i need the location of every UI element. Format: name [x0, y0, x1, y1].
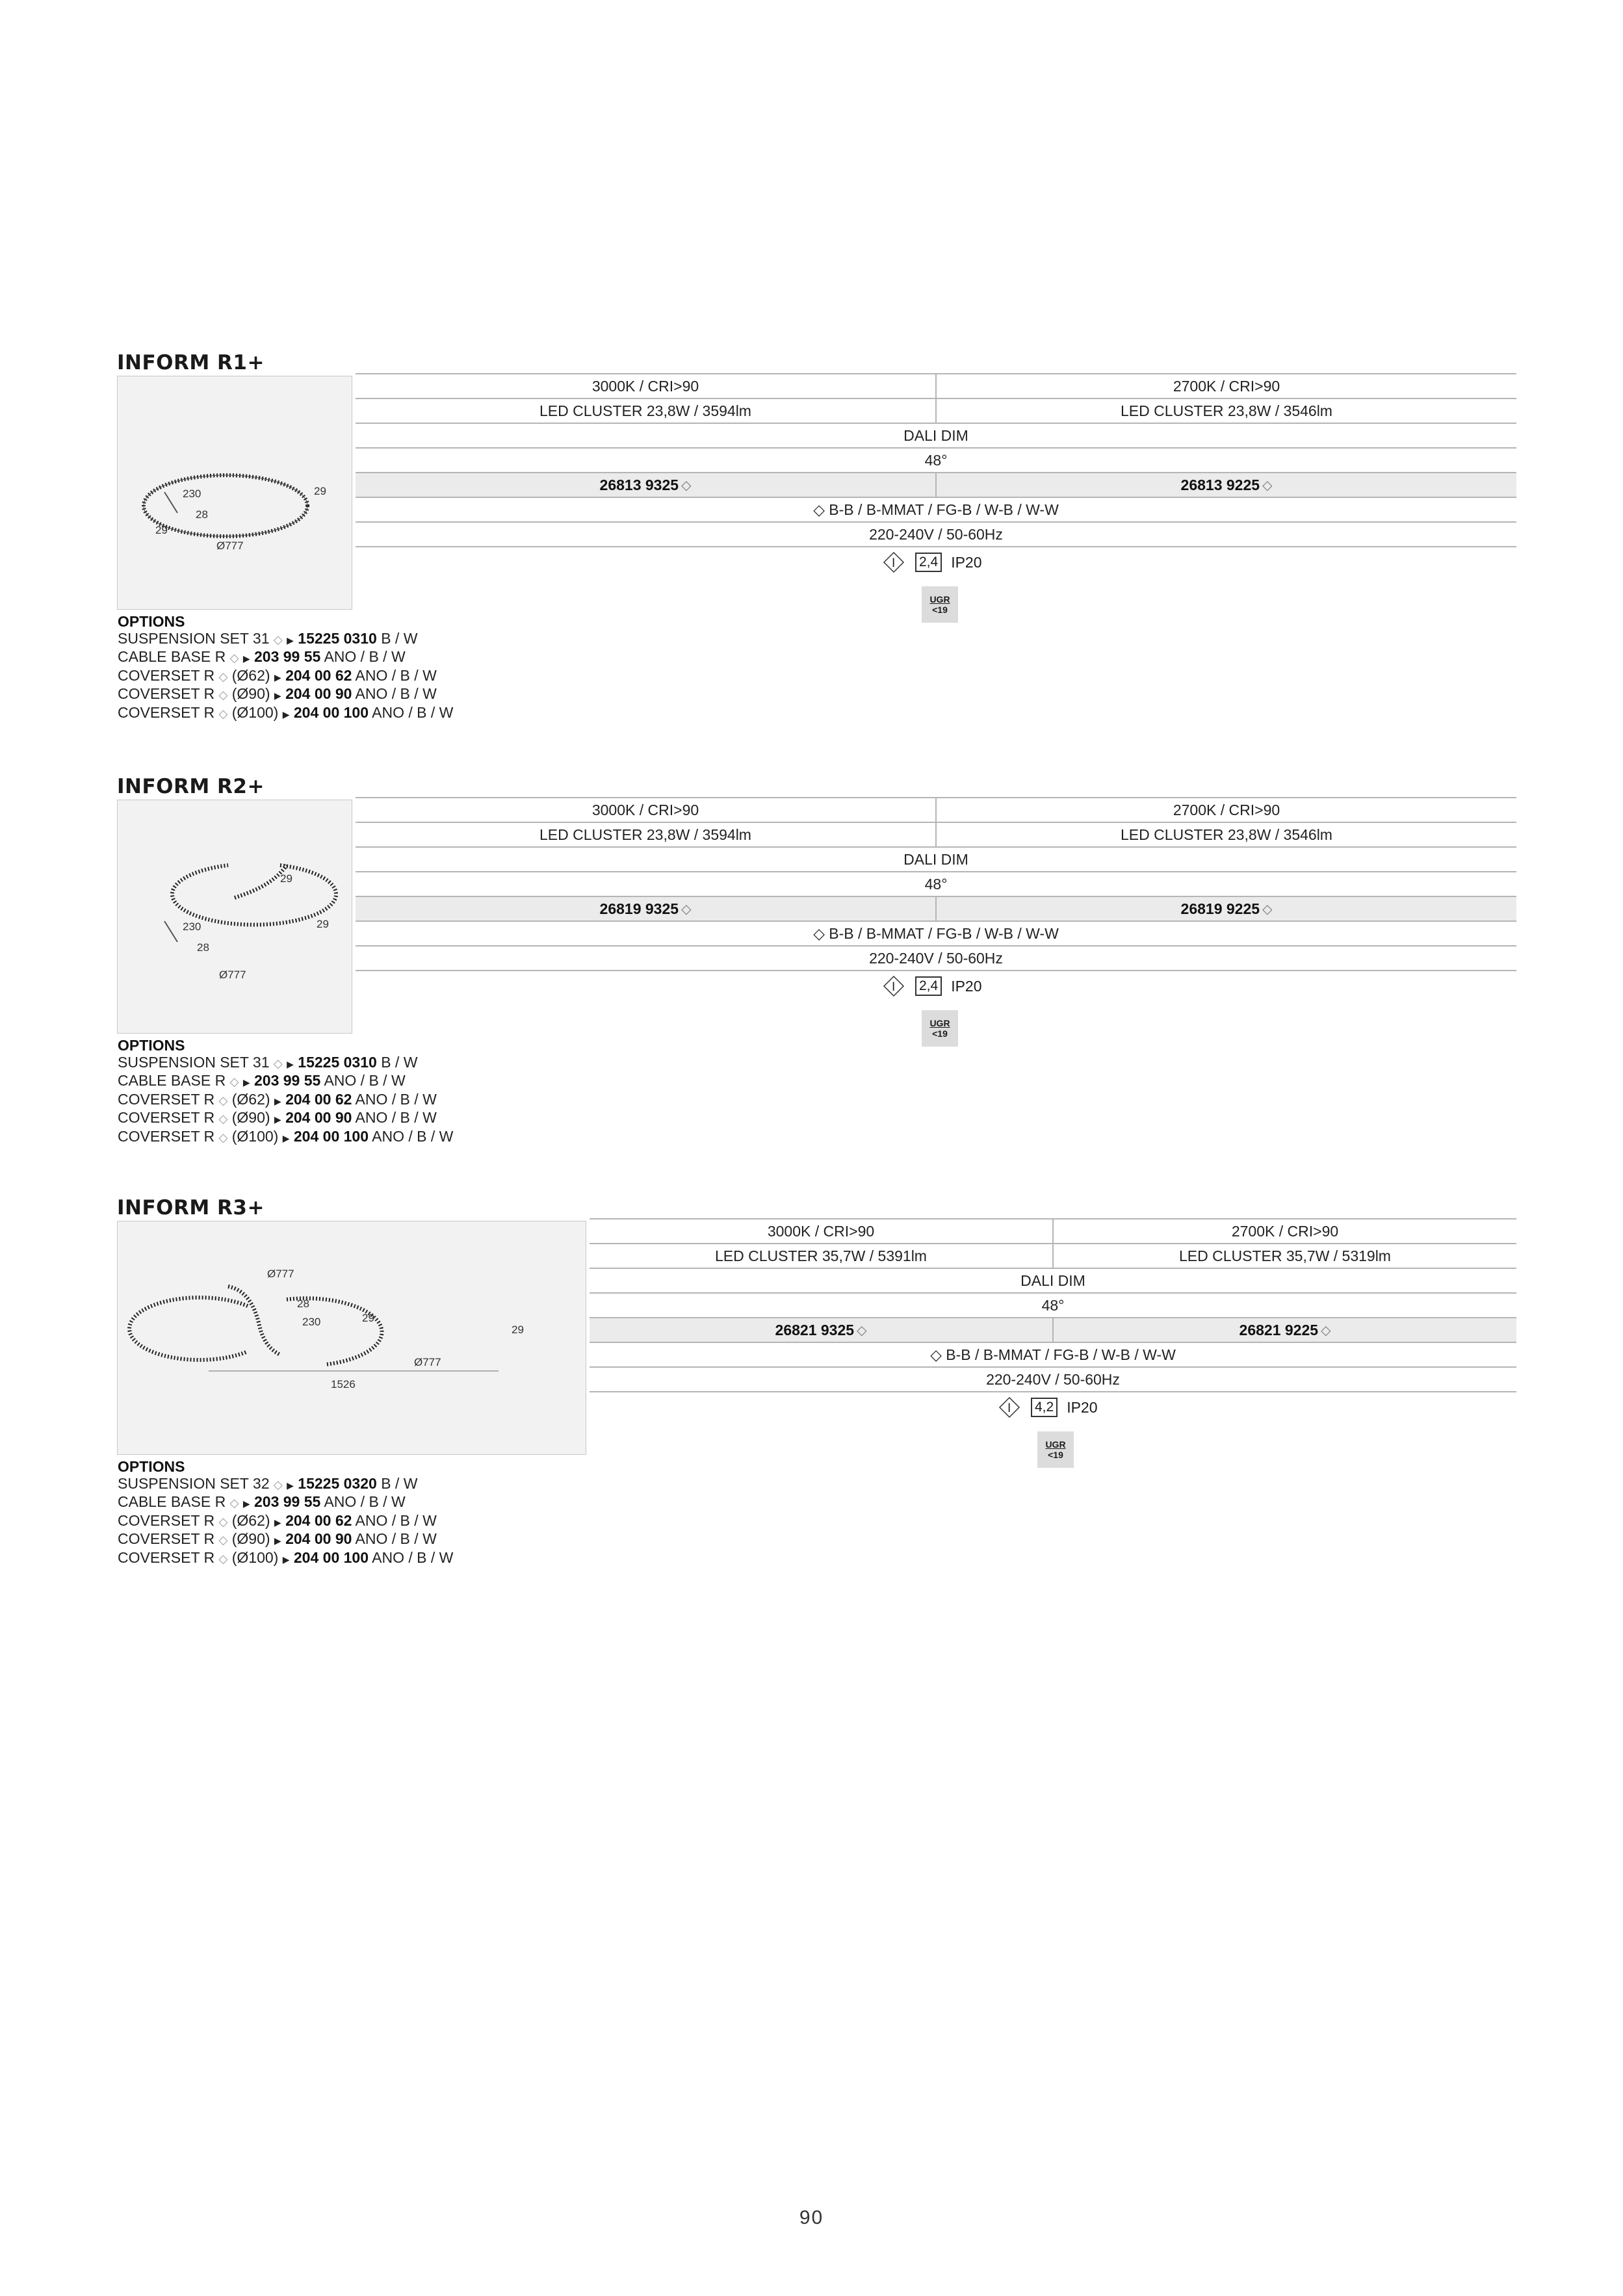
options-title: OPTIONS — [118, 613, 185, 630]
option-item: COVERSET R ◇ (Ø62) ▶ 204 00 62 ANO / B / W — [118, 1511, 437, 1529]
code-2700k: 26821 9225 ◇ — [1052, 1318, 1516, 1342]
dim-label: Ø777 — [414, 1356, 441, 1368]
options-title: OPTIONS — [118, 1037, 185, 1054]
spec-table — [590, 1218, 1516, 1392]
led-3000k: LED CLUSTER 35,7W / 5391lm — [715, 1247, 927, 1264]
technical-drawing — [117, 1221, 586, 1455]
dim-label: 28 — [297, 1298, 309, 1310]
options-list — [118, 1037, 453, 1147]
option-item: COVERSET R ◇ (Ø100) ▶ 204 00 100 ANO / B / W — [118, 703, 454, 721]
ip-rating: IP20 — [1067, 1398, 1098, 1416]
dim-label: 1526 — [331, 1378, 356, 1390]
protection-class-icon — [883, 551, 905, 573]
code-2700k: 26813 9225 ◇ — [935, 473, 1516, 497]
led-2700k: LED CLUSTER 23,8W / 3546lm — [935, 399, 1516, 423]
led-2700k: LED CLUSTER 23,8W / 3546lm — [935, 823, 1516, 846]
beam-angle: 48° — [924, 451, 948, 469]
option-item: CABLE BASE R ◇ ▶ 203 99 55 ANO / B / W — [118, 1072, 406, 1089]
dimming: DALI DIM — [903, 426, 968, 444]
option-item: SUSPENSION SET 31 ◇ ▶ 15225 0310 B / W — [118, 1053, 418, 1071]
header-2700k: 2700K / CRI>90 — [1052, 1220, 1516, 1243]
ring-drawing — [118, 800, 352, 1033]
code-3000k: 26819 9325 ◇ — [599, 900, 692, 917]
dim-label: 29 — [280, 872, 292, 885]
ring-drawing — [118, 1221, 586, 1454]
svg-text:I: I — [1007, 1402, 1011, 1415]
svg-text:I: I — [892, 556, 896, 570]
ugr-badge: UGR <19 — [922, 586, 958, 623]
dim-label: 29 — [314, 485, 326, 497]
spec-icons — [998, 1396, 1098, 1418]
option-item: COVERSET R ◇ (Ø100) ▶ 204 00 100 ANO / B / W — [118, 1127, 454, 1145]
led-3000k: LED CLUSTER 23,8W / 3594lm — [539, 402, 751, 419]
option-item: SUSPENSION SET 32 ◇ ▶ 15225 0320 B / W — [118, 1474, 418, 1492]
dim-label: 29 — [512, 1324, 524, 1336]
voltage: 220-240V / 50-60Hz — [986, 1370, 1120, 1388]
code-2700k: 26819 9225 ◇ — [935, 897, 1516, 920]
finishes: ◇ B-B / B-MMAT / FG-B / W-B / W-W — [813, 924, 1059, 942]
option-item: COVERSET R ◇ (Ø90) ▶ 204 00 90 ANO / B / W — [118, 685, 437, 702]
product-title: INFORM R1+ — [117, 351, 265, 374]
dim-label: 28 — [197, 941, 209, 954]
dimming: DALI DIM — [1020, 1272, 1085, 1289]
voltage: 220-240V / 50-60Hz — [869, 949, 1003, 967]
dim-label: 230 — [183, 488, 201, 500]
option-item: SUSPENSION SET 31 ◇ ▶ 15225 0310 B / W — [118, 629, 418, 647]
dim-label: 29 — [155, 524, 168, 536]
led-2700k: LED CLUSTER 35,7W / 5319lm — [1052, 1244, 1516, 1268]
beam-angle: 48° — [924, 875, 948, 893]
product-title: INFORM R3+ — [117, 1196, 265, 1220]
dimming: DALI DIM — [903, 850, 968, 868]
dim-label: 28 — [196, 508, 208, 521]
header-3000k: 3000K / CRI>90 — [591, 377, 699, 395]
dim-label: Ø777 — [267, 1268, 294, 1280]
header-3000k: 3000K / CRI>90 — [591, 801, 699, 818]
option-item: CABLE BASE R ◇ ▶ 203 99 55 ANO / B / W — [118, 648, 406, 665]
voltage: 220-240V / 50-60Hz — [869, 525, 1003, 543]
weight-value: 2,4 — [915, 976, 942, 996]
option-item: COVERSET R ◇ (Ø90) ▶ 204 00 90 ANO / B / W — [118, 1109, 437, 1126]
dim-label: 29 — [317, 918, 329, 930]
product-title: INFORM R2+ — [117, 775, 265, 798]
header-3000k: 3000K / CRI>90 — [767, 1222, 875, 1240]
spec-table — [356, 797, 1516, 971]
dim-label: Ø777 — [219, 969, 246, 981]
technical-drawing — [117, 800, 352, 1034]
code-3000k: 26821 9325 ◇ — [775, 1321, 867, 1338]
option-item: COVERSET R ◇ (Ø62) ▶ 204 00 62 ANO / B / W — [118, 1090, 437, 1108]
dim-label: 230 — [302, 1316, 321, 1328]
weight-value: 4,2 — [1031, 1398, 1058, 1417]
protection-class-icon — [883, 975, 905, 997]
code-3000k: 26813 9325 ◇ — [599, 476, 692, 493]
svg-text:I: I — [892, 980, 896, 994]
finishes: ◇ B-B / B-MMAT / FG-B / W-B / W-W — [813, 501, 1059, 518]
ugr-badge: UGR <19 — [1037, 1431, 1074, 1468]
option-item: COVERSET R ◇ (Ø90) ▶ 204 00 90 ANO / B / W — [118, 1530, 437, 1547]
dim-label: Ø777 — [216, 540, 244, 552]
finishes: ◇ B-B / B-MMAT / FG-B / W-B / W-W — [930, 1346, 1176, 1363]
dim-label: 230 — [183, 920, 201, 933]
ugr-badge: UGR <19 — [922, 1010, 958, 1047]
spec-icons — [883, 551, 982, 573]
beam-angle: 48° — [1041, 1296, 1065, 1314]
header-2700k: 2700K / CRI>90 — [935, 374, 1516, 398]
page-number: 90 — [799, 2207, 824, 2228]
header-2700k: 2700K / CRI>90 — [935, 798, 1516, 822]
option-item: COVERSET R ◇ (Ø62) ▶ 204 00 62 ANO / B / W — [118, 666, 437, 684]
weight-value: 2,4 — [915, 553, 942, 572]
option-item: COVERSET R ◇ (Ø100) ▶ 204 00 100 ANO / B / W — [118, 1548, 454, 1566]
protection-class-icon — [998, 1396, 1020, 1418]
options-list — [118, 1459, 453, 1568]
option-item: CABLE BASE R ◇ ▶ 203 99 55 ANO / B / W — [118, 1493, 406, 1510]
ip-rating: IP20 — [951, 977, 982, 995]
options-title: OPTIONS — [118, 1458, 185, 1475]
options-list — [118, 614, 453, 723]
led-3000k: LED CLUSTER 23,8W / 3594lm — [539, 826, 751, 843]
spec-icons — [883, 975, 982, 997]
ring-drawing — [118, 376, 352, 609]
ip-rating: IP20 — [951, 553, 982, 571]
technical-drawing — [117, 376, 352, 610]
spec-table — [356, 373, 1516, 547]
dim-label: 29 — [362, 1312, 374, 1324]
